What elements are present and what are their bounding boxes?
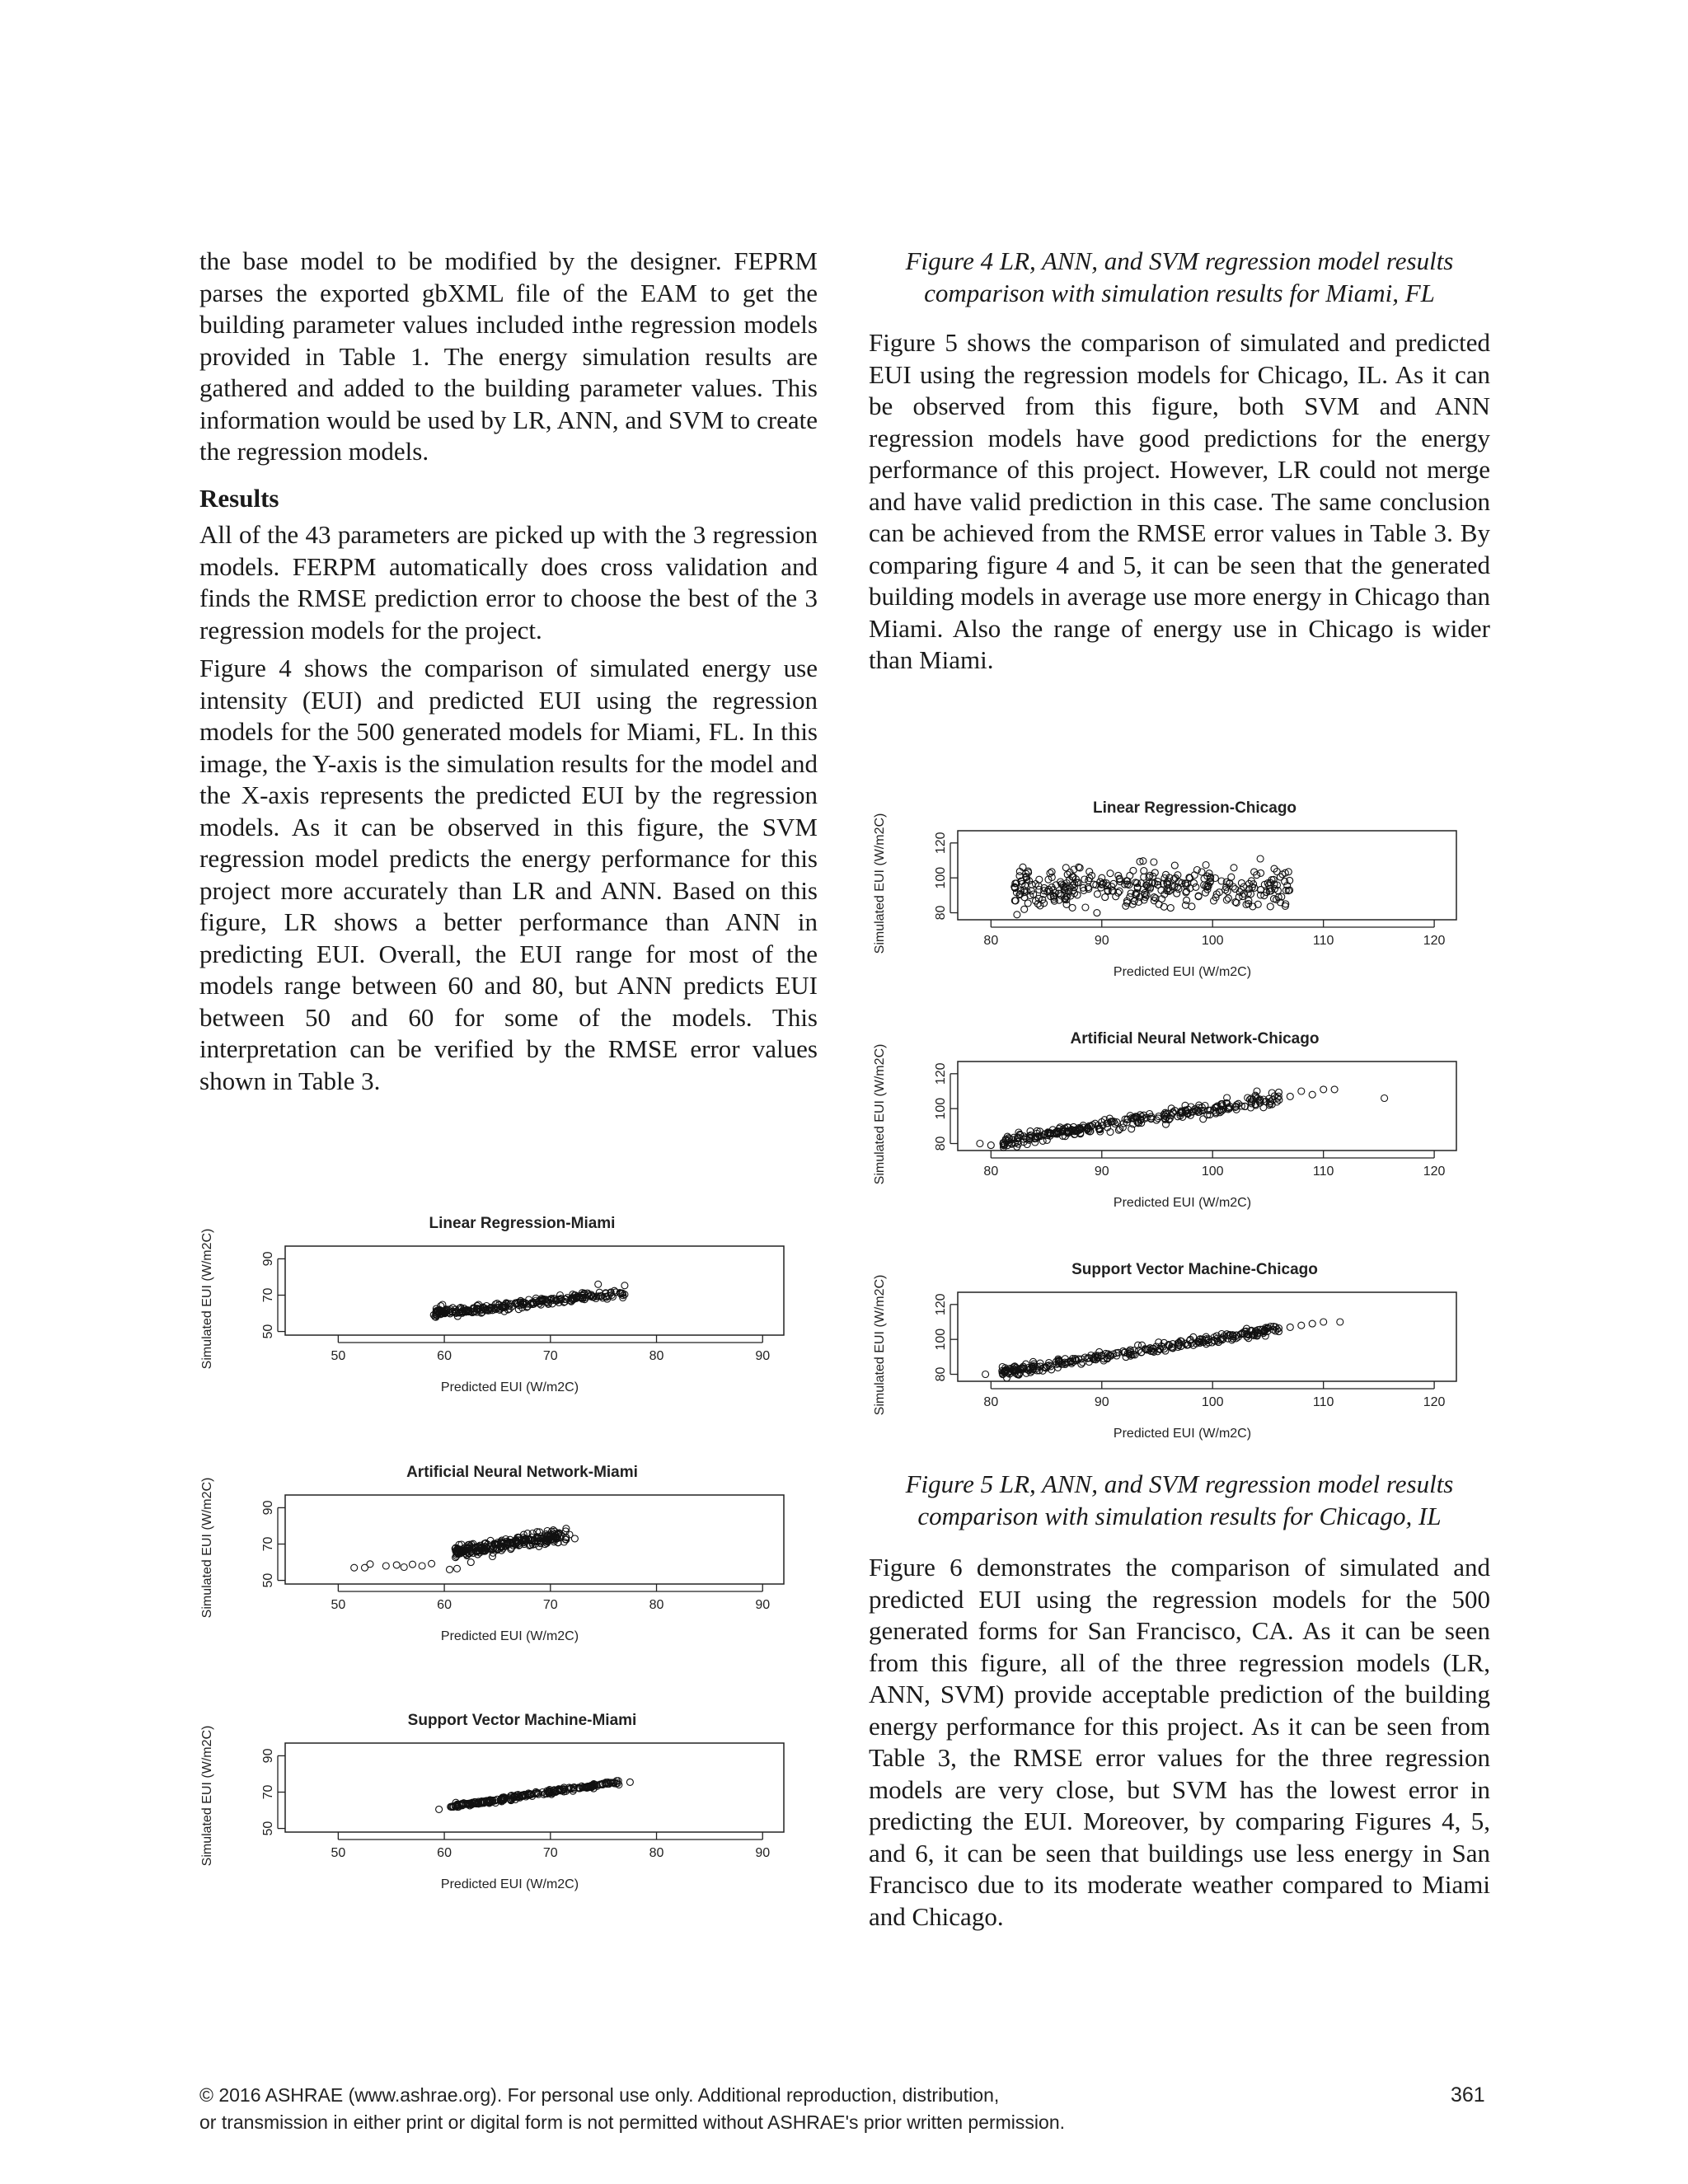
chart-svm-chicago: [867, 1249, 1469, 1468]
x-tick-label: 80: [649, 1598, 664, 1612]
right-text-column: [869, 246, 1490, 677]
y-tick-label: 80: [934, 1136, 948, 1151]
data-point: [1130, 867, 1137, 874]
y-axis-label: Simulated EUI (W/m2C): [873, 1274, 887, 1416]
y-tick-label: 50: [261, 1821, 275, 1836]
data-point: [1014, 912, 1020, 918]
paragraph-intro: the base model to be modified by the designer. FEPRM parses the exported gbXML file of the EAM to get the building parameter values included inthe regression models provided in Table 1. The energy simulation results are gathered and added to the building parameter values. This information would be used by LR, ANN, and SVM to create the regression models.: [199, 246, 818, 466]
x-tick-label: 70: [542, 1846, 558, 1860]
data-point: [1062, 865, 1069, 871]
data-point: [987, 1142, 994, 1149]
x-axis-label: Predicted EUI (W/m2C): [1113, 965, 1252, 979]
data-point: [1231, 865, 1237, 871]
x-tick-label: 60: [437, 1846, 452, 1860]
x-tick-label: 100: [1201, 934, 1224, 948]
data-point: [1225, 895, 1231, 902]
data-point: [1287, 1093, 1293, 1099]
x-tick-label: 120: [1423, 934, 1446, 948]
data-point: [1287, 1324, 1293, 1330]
y-tick-label: 50: [261, 1324, 275, 1339]
x-tick-label: 80: [983, 1395, 999, 1409]
data-point: [1320, 1086, 1327, 1093]
data-point: [621, 1282, 628, 1289]
data-points: [1011, 855, 1293, 918]
data-point: [1381, 1095, 1388, 1102]
data-point: [1309, 1320, 1315, 1327]
paragraph-figure6: Figure 6 demonstrates the comparison of simulated and predicted EUI using the regression models for the 500 generated forms for San Francisco, CA. As it can be seen from this figure, all of the three regression models (LR, ANN, SVM) provide acceptable prediction of the building energy performance for this project. As it can be seen from Table 3, the RMSE error values for the three regression models are very close, but SVM has the lowest error in predicting the EUI. Moreover, by comparing Figures 4, 5, and 6, it can be seen that buildings use less energy in San Francisco due to its moderate weather compared to Miami and Chicago.: [869, 1553, 1490, 1931]
x-tick-label: 90: [755, 1598, 771, 1612]
data-point: [1238, 879, 1245, 886]
data-points: [436, 1778, 634, 1813]
data-point: [1078, 1361, 1085, 1367]
x-tick-label: 100: [1201, 1395, 1224, 1409]
x-tick-label: 70: [542, 1598, 558, 1612]
x-tick-label: 60: [437, 1349, 452, 1363]
data-point: [1189, 903, 1195, 910]
figure5-panel-ann-chicago: [867, 1019, 1469, 1237]
data-point: [1167, 905, 1174, 912]
x-axis-label: Predicted EUI (W/m2C): [440, 1629, 579, 1643]
x-tick-label: 90: [1094, 934, 1109, 948]
x-axis-label: Predicted EUI (W/m2C): [1113, 1196, 1252, 1210]
figure5-caption-line2: comparison with simulation results for Chicago, IL: [917, 1501, 1442, 1530]
data-point: [1337, 1319, 1343, 1325]
x-axis-label: Predicted EUI (W/m2C): [1113, 1427, 1252, 1441]
copyright-line1: © 2016 ASHRAE (www.ashrae.org). For personal use only. Additional reproduction, distribution,: [199, 2084, 1000, 2106]
y-tick-label: 70: [261, 1784, 275, 1800]
data-point: [1228, 874, 1235, 880]
x-tick-label: 120: [1423, 1165, 1446, 1179]
figure5-panel-lr-chicago: [867, 788, 1469, 1006]
chart-ann-miami: [195, 1452, 796, 1671]
y-axis-label: Simulated EUI (W/m2C): [873, 813, 887, 954]
y-tick-label: 100: [934, 1328, 948, 1351]
y-tick-label: 120: [934, 832, 948, 855]
y-tick-label: 90: [261, 1251, 275, 1267]
chart-ann-chicago: [867, 1019, 1469, 1237]
data-point: [982, 1371, 989, 1378]
data-point: [436, 1806, 443, 1812]
page-number: 361: [1451, 2083, 1485, 2107]
data-point: [467, 1559, 474, 1566]
y-tick-label: 70: [261, 1287, 275, 1303]
x-tick-label: 80: [649, 1846, 664, 1860]
x-tick-label: 90: [755, 1349, 771, 1363]
paragraph-figure5: Figure 5 shows the comparison of simulated and predicted EUI using the regression models for Chicago, IL. As it can be observed from this figure, both SVM and ANN regression models have good predictions for the energy performance of this project. However, LR could not merge and have valid prediction in this case. The same conclusion can be achieved from the RMSE error values in Table 3. By comparing figure 4 and 5, it can be seen that the generated building models in average use more energy in Chicago than Miami. Also the range of energy use in Chicago is wider than Miami.: [869, 328, 1490, 674]
x-tick-label: 80: [649, 1349, 664, 1363]
data-point: [410, 1561, 416, 1568]
copyright-footer: [199, 2082, 1065, 2136]
results-heading: Results: [199, 483, 279, 513]
y-tick-label: 90: [261, 1500, 275, 1516]
figure4-caption-line2: comparison with simulation results for Miami, FL: [924, 278, 1435, 307]
data-point: [1082, 904, 1089, 911]
y-axis-label: Simulated EUI (W/m2C): [200, 1725, 214, 1867]
data-points: [430, 1281, 628, 1320]
y-tick-label: 100: [934, 1097, 948, 1120]
paragraph-figure4: Figure 4 shows the comparison of simulated energy use intensity (EUI) and predicted EUI using the regression models for the 500 generated models for Miami, FL. In this image, the Y-axis is the simulation results for the model and the X-axis represents the predicted EUI by the regression models. As it can be observed in this figure, the SVM regression model predicts the energy performance for this project more accurately than LR and ANN. Based on this figure, LR shows a better performance than ANN in predicting EUI. Overall, the EUI range for most of the models range between 60 and 80, but ANN predicts EUI between 50 and 60 for some of the models. This interpretation can be verified by the RMSE error values shown in Table 3.: [199, 654, 818, 1095]
data-point: [1271, 865, 1278, 872]
figure5-panel-svm-chicago: [867, 1249, 1469, 1468]
data-point: [1171, 862, 1178, 869]
copyright-line2: or transmission in either print or digital form is not permitted without ASHRAE's prior written permission.: [199, 2111, 1066, 2133]
y-tick-label: 90: [261, 1748, 275, 1764]
paragraph-results: All of the 43 parameters are picked up with the 3 regression models. FERPM automatically does cross validation and finds the RMSE prediction error to choose the best of the 3 regression models for the project.: [199, 520, 818, 644]
data-point: [1267, 903, 1273, 910]
plot-frame: [285, 1246, 784, 1335]
data-point: [1331, 1086, 1338, 1093]
figure5-caption-block: [869, 1469, 1490, 1933]
chart-lr-miami: [195, 1203, 796, 1422]
data-point: [1320, 1319, 1327, 1325]
data-point: [1182, 902, 1189, 908]
data-point: [1223, 897, 1230, 903]
y-axis-label: Simulated EUI (W/m2C): [873, 1043, 887, 1185]
data-point: [367, 1561, 373, 1568]
data-point: [454, 1565, 461, 1572]
data-point: [595, 1281, 602, 1287]
data-point: [382, 1563, 389, 1569]
data-points: [982, 1319, 1343, 1381]
data-point: [1071, 880, 1078, 887]
y-tick-label: 70: [261, 1536, 275, 1552]
x-tick-label: 120: [1423, 1395, 1446, 1409]
chart-lr-chicago: [867, 788, 1469, 1006]
data-point: [1257, 855, 1264, 862]
plot-frame: [285, 1743, 784, 1832]
x-tick-label: 80: [983, 1165, 999, 1179]
y-tick-label: 120: [934, 1062, 948, 1085]
data-point: [401, 1564, 407, 1571]
x-tick-label: 50: [331, 1598, 346, 1612]
y-tick-label: 100: [934, 866, 948, 889]
y-tick-label: 120: [934, 1293, 948, 1316]
data-point: [1094, 891, 1100, 898]
x-tick-label: 50: [331, 1846, 346, 1860]
chart-svm-miami: [195, 1700, 796, 1919]
figure4-panel-svm-miami: [195, 1700, 796, 1919]
data-point: [1224, 888, 1231, 895]
x-axis-label: Predicted EUI (W/m2C): [440, 1877, 579, 1891]
data-point: [1151, 859, 1157, 865]
data-point: [447, 1566, 453, 1572]
data-point: [429, 1560, 435, 1567]
data-points: [977, 1086, 1388, 1151]
data-point: [1298, 1088, 1305, 1094]
data-point: [1258, 869, 1264, 876]
data-point: [393, 1562, 400, 1568]
chart-title: Linear Regression-Chicago: [1092, 799, 1297, 817]
chart-title: Support Vector Machine-Miami: [407, 1712, 637, 1729]
data-point: [1047, 870, 1053, 877]
x-tick-label: 90: [755, 1846, 771, 1860]
x-tick-label: 110: [1312, 934, 1334, 948]
data-point: [1094, 910, 1100, 916]
data-point: [1069, 904, 1076, 911]
x-tick-label: 110: [1312, 1395, 1334, 1409]
data-point: [1298, 1322, 1305, 1329]
data-point: [977, 1141, 983, 1147]
data-point: [1102, 894, 1109, 901]
y-tick-label: 80: [934, 1366, 948, 1382]
data-point: [1200, 1116, 1207, 1122]
chart-title: Support Vector Machine-Chicago: [1071, 1261, 1318, 1278]
figure4-caption-line1: Figure 4 LR, ANN, and SVM regression model results: [905, 246, 1454, 275]
data-point: [1107, 870, 1114, 877]
y-tick-label: 80: [934, 905, 948, 921]
data-point: [1203, 862, 1209, 869]
x-tick-label: 90: [1094, 1165, 1109, 1179]
x-tick-label: 60: [437, 1598, 452, 1612]
data-point: [1021, 906, 1028, 912]
x-tick-label: 80: [983, 934, 999, 948]
x-tick-label: 90: [1094, 1395, 1109, 1409]
data-point: [1141, 868, 1147, 874]
figure4-panel-lr-miami: [195, 1203, 796, 1422]
data-point: [1025, 900, 1031, 907]
y-tick-label: 50: [261, 1572, 275, 1588]
x-tick-label: 100: [1201, 1165, 1224, 1179]
figure5-caption-line1: Figure 5 LR, ANN, and SVM regression model results: [905, 1469, 1454, 1498]
data-point: [351, 1564, 358, 1571]
x-tick-label: 110: [1312, 1165, 1334, 1179]
data-point: [1116, 888, 1123, 894]
data-point: [626, 1779, 633, 1785]
data-point: [419, 1563, 425, 1569]
data-point: [1036, 876, 1043, 883]
x-tick-label: 70: [542, 1349, 558, 1363]
y-axis-label: Simulated EUI (W/m2C): [200, 1228, 214, 1370]
data-point: [1309, 1091, 1315, 1098]
y-axis-label: Simulated EUI (W/m2C): [200, 1477, 214, 1619]
x-tick-label: 50: [331, 1349, 346, 1363]
x-axis-label: Predicted EUI (W/m2C): [440, 1380, 579, 1394]
data-points: [351, 1526, 579, 1573]
figure4-panel-ann-miami: [195, 1452, 796, 1671]
left-text-column: [199, 246, 818, 1097]
chart-title: Artificial Neural Network-Chicago: [1070, 1030, 1320, 1047]
chart-title: Artificial Neural Network-Miami: [406, 1464, 638, 1481]
chart-title: Linear Regression-Miami: [429, 1215, 616, 1232]
